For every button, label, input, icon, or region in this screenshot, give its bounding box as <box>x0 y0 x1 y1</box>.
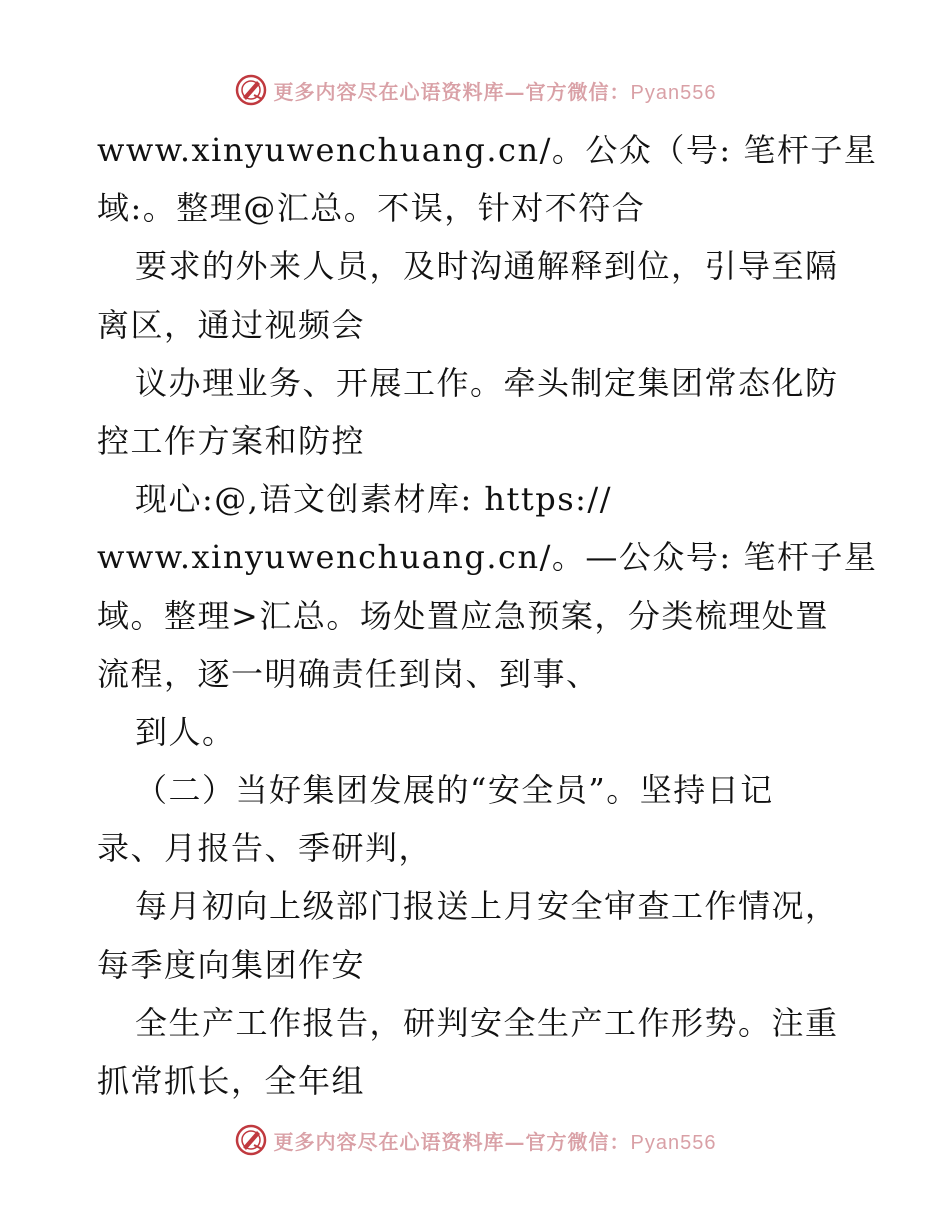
text-line: 录、月报告、季研判， <box>97 829 433 868</box>
text-line: 每季度向集团作安 <box>97 945 366 984</box>
header-banner <box>0 70 950 110</box>
text-line: 抓常抓长，全年组 <box>97 1062 366 1100</box>
text-line: 每月初向上级部门报送上月安全审查工作情况， <box>135 887 839 926</box>
text-line: 到人。 <box>135 712 236 751</box>
text-line: 要求的外来人员，及时沟通解释到位，引导至隔 <box>135 247 839 286</box>
text-line: （二）当好集团发展的“安全员”。坚持日记 <box>135 771 774 810</box>
text-line: 全生产工作报告，研判安全生产工作形势。注重 <box>135 1003 839 1042</box>
text-line: www.xinyuwenchuang.cn/。—公众号: 笔杆子星 <box>97 538 878 577</box>
text-line: 现心:@,语文创素材库: https:// <box>135 480 612 519</box>
document-body <box>97 121 878 1110</box>
text-line: 流程，逐一明确责任到岗、到事、 <box>97 654 600 693</box>
text-line: 离区，通过视频会 <box>97 305 366 344</box>
text-line: 控工作方案和防控 <box>97 421 366 460</box>
text-line: 域。整理>汇总。场处置应急预案，分类梳理处置 <box>97 596 829 635</box>
text-line: 域:。整理@汇总。不误，针对不符合 <box>97 189 646 228</box>
banner-text: 更多内容尽在心语资料库—官方微信：Pyan556 <box>273 79 717 104</box>
wechat-id: Pyan556 <box>630 1131 717 1154</box>
red-seal-logo-icon <box>234 1123 268 1157</box>
banner-text: 更多内容尽在心语资料库—官方微信：Pyan556 <box>273 1129 717 1154</box>
red-seal-logo-icon <box>234 73 268 107</box>
text-line: www.xinyuwenchuang.cn/。公众（号: 笔杆子星 <box>97 131 878 169</box>
wechat-id: Pyan556 <box>630 81 717 104</box>
text-line: 议办理业务、开展工作。牵头制定集团常态化防 <box>135 363 839 402</box>
footer-banner <box>0 1120 950 1160</box>
